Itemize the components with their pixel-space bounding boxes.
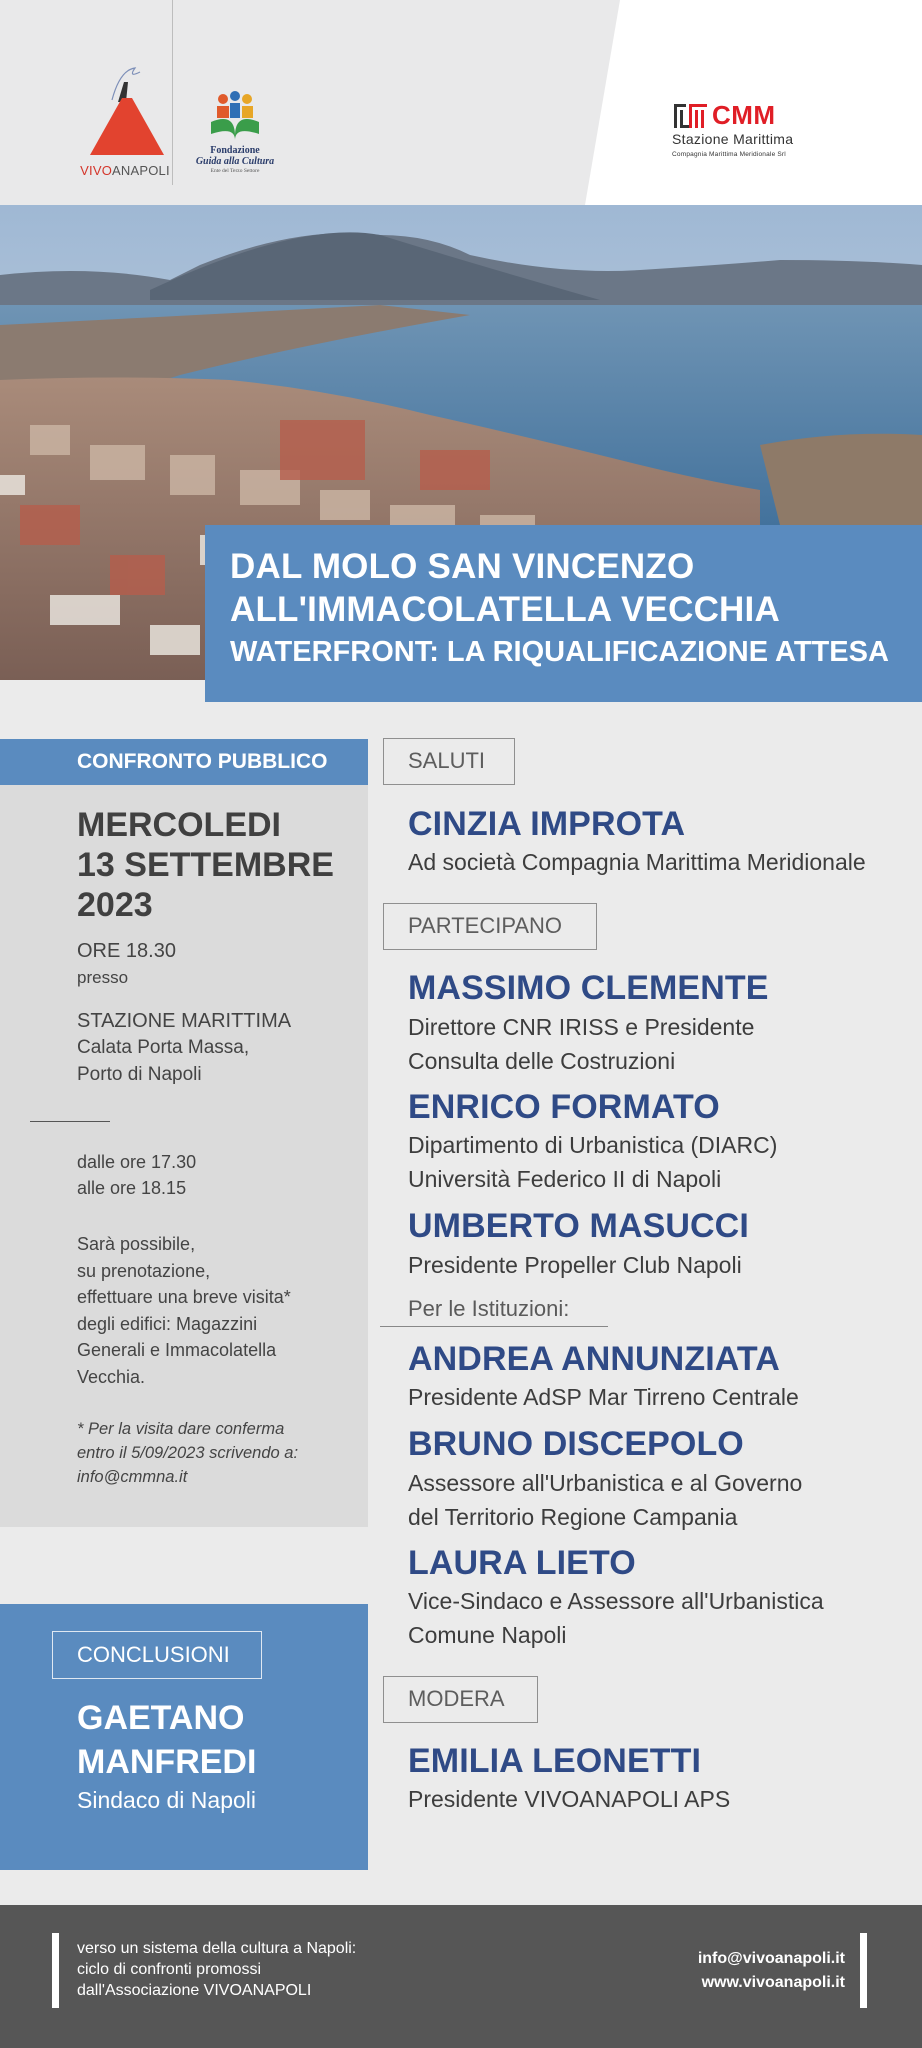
speaker-name: CINZIA IMPROTA	[408, 805, 686, 843]
guida-line3: Ente del Terzo Settore	[210, 168, 260, 174]
footer-tagline-line: ciclo di confronti promossi	[77, 1961, 262, 1978]
header	[0, 0, 922, 205]
speaker-name: ENRICO FORMATO	[408, 1088, 720, 1126]
visit-to: alle ore 18.15	[77, 1178, 187, 1198]
event-time: ORE 18.30	[77, 940, 176, 962]
footer-tagline-line: verso un sistema della cultura a Napoli:	[77, 1940, 357, 1957]
speaker-role: Università Federico II di Napoli	[408, 1166, 722, 1192]
conclusions-first-name: GAETANO	[77, 1699, 245, 1737]
institutions-underline	[380, 1326, 608, 1327]
speaker-name: ANDREA ANNUNZIATA	[408, 1340, 780, 1378]
footer-website-link[interactable]: www.vivoanapoli.it	[701, 1974, 845, 1991]
institutions-label: Per le Istituzioni:	[408, 1296, 570, 1321]
speaker-role: Direttore CNR IRISS e Presidente	[408, 1014, 755, 1040]
moderator-name: EMILIA LEONETTI	[408, 1742, 702, 1780]
footer-email-link[interactable]: info@vivoanapoli.it	[697, 1950, 845, 1967]
wordmark-vivo: VIVO	[80, 163, 113, 178]
speaker-name: LAURA LIETO	[408, 1544, 636, 1582]
event-year: 2023	[77, 886, 153, 924]
speaker-name: UMBERTO MASUCCI	[408, 1207, 749, 1245]
visit-text-line: Vecchia.	[77, 1366, 146, 1387]
section-label-saluti: SALUTI	[383, 738, 515, 785]
event-date-day-month: 13 SETTEMBRE	[77, 846, 334, 884]
visit-note-email[interactable]: info@cmmna.it	[77, 1468, 188, 1486]
speaker-role: Consulta delle Costruzioni	[408, 1048, 676, 1074]
guida-line2: Guida alla Cultura	[195, 156, 275, 167]
title-line2: ALL'IMMACOLATELLA VECCHIA	[230, 590, 780, 629]
book-people-icon	[205, 90, 265, 142]
speaker-role: Dipartimento di Urbanistica (DIARC)	[408, 1132, 778, 1158]
speaker-role: Ad società Compagnia Marittima Meridionale	[408, 849, 866, 875]
title-banner	[205, 525, 922, 702]
event-type-band	[0, 739, 368, 785]
event-info-panel	[0, 785, 368, 1527]
cmm-logo	[672, 100, 852, 170]
event-date	[77, 805, 334, 925]
info-separator	[30, 1121, 110, 1122]
footer	[0, 1905, 922, 2048]
speaker-role: Vice-Sindaco e Assessore all'Urbanistica	[408, 1588, 824, 1614]
conclusions-label: CONCLUSIONI	[52, 1631, 262, 1679]
speaker-role: Assessore all'Urbanistica e al Governo	[408, 1470, 803, 1496]
wordmark-anapoli: ANAPOLI	[112, 163, 170, 178]
speaker-role: Comune Napoli	[408, 1622, 567, 1648]
event-presso: presso	[77, 968, 129, 987]
speaker-role: del Territorio Regione Campania	[408, 1504, 738, 1530]
section-label-modera: MODERA	[383, 1676, 538, 1723]
cmm-mark-icon	[674, 102, 708, 130]
speaker-role: Presidente Propeller Club Napoli	[408, 1252, 742, 1278]
footer-tagline	[77, 1938, 356, 2001]
title-line1: DAL MOLO SAN VINCENZO	[230, 547, 695, 586]
vivoanapoli-wordmark	[80, 163, 170, 178]
visit-note-line: entro il 5/09/2023 scrivendo a:	[77, 1444, 299, 1462]
footer-contacts	[698, 1947, 845, 1995]
title-subtitle: WATERFRONT: LA RIQUALIFICAZIONE ATTESA	[230, 636, 889, 668]
event-address2: Porto di Napoli	[77, 1064, 202, 1085]
guida-line1: Fondazione	[210, 145, 260, 156]
speaker-role: Presidente AdSP Mar Tirreno Centrale	[408, 1384, 799, 1410]
event-type-label: CONFRONTO PUBBLICO	[77, 750, 328, 773]
visit-text-line: Sarà possibile,	[77, 1234, 196, 1254]
conclusions-name	[77, 1696, 256, 1784]
footer-accent-left	[52, 1933, 59, 2008]
cmm-wordmark: CMM	[712, 100, 776, 130]
section-label-partecipano: PARTECIPANO	[383, 903, 597, 950]
footer-tagline-line: dall'Associazione VIVOANAPOLI	[77, 1982, 312, 1999]
visit-text-line: effettuare una breve visita*	[77, 1287, 291, 1307]
visit-note-line: * Per la visita dare conferma	[77, 1420, 285, 1438]
cmm-company: Compagnia Marittima Meridionale Srl	[672, 151, 786, 158]
vivoanapoli-logo	[80, 60, 170, 185]
moderator-role: Presidente VIVOANAPOLI APS	[408, 1786, 731, 1812]
conclusions-role: Sindaco di Napoli	[77, 1787, 257, 1813]
visit-text-line: Generali e Immacolatella	[77, 1340, 277, 1360]
visit-text-line: degli edifici: Magazzini	[77, 1313, 258, 1334]
fondazione-guida-logo	[195, 90, 275, 185]
speaker-name: BRUNO DISCEPOLO	[408, 1425, 744, 1463]
cmm-name: Stazione Marittima	[672, 131, 794, 147]
volcano-icon	[80, 60, 170, 160]
visit-from: dalle ore 17.30	[77, 1152, 197, 1172]
conclusions-panel	[0, 1604, 368, 1870]
event-day: MERCOLEDI	[77, 806, 281, 844]
visit-text-line: su prenotazione,	[77, 1260, 211, 1281]
header-divider	[172, 0, 173, 185]
conclusions-last-name: MANFREDI	[77, 1743, 257, 1781]
footer-accent-right	[860, 1933, 867, 2008]
speaker-name: MASSIMO CLEMENTE	[408, 969, 769, 1007]
event-address1: Calata Porta Massa,	[77, 1037, 250, 1058]
visit-note	[77, 1417, 298, 1489]
event-venue: STAZIONE MARITTIMA	[77, 1010, 292, 1032]
visit-text	[77, 1231, 291, 1390]
